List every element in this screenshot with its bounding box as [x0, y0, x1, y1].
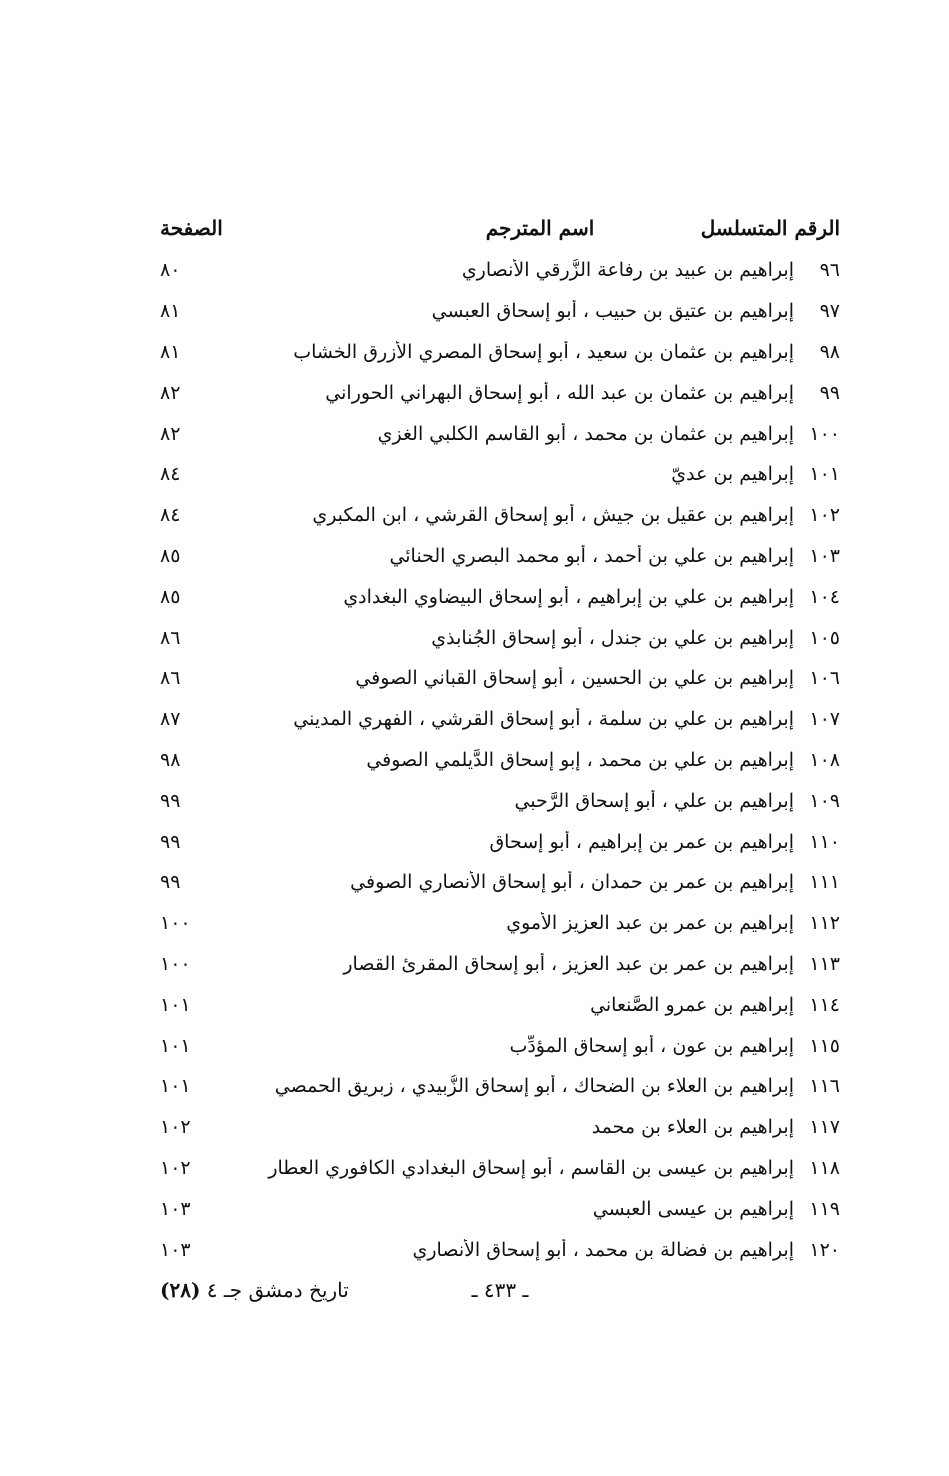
row-serial: ١٠٨	[809, 748, 840, 771]
row-name: إبراهيم بن عمر بن إبراهيم ، أبو إسحاق	[489, 830, 794, 853]
row-serial: ١١٦	[809, 1075, 840, 1098]
table-row	[160, 862, 840, 903]
table-row	[160, 536, 840, 577]
row-name: إبراهيم بن عيسى العبسي	[592, 1197, 794, 1220]
row-name: إبراهيم بن عقيل بن جيش ، أبو إسحاق القرشي ، ابن المكبري	[312, 504, 794, 527]
row-page: ٨٦	[160, 626, 181, 649]
row-serial: ٩٧	[819, 300, 840, 323]
row-serial: ٩٨	[819, 340, 840, 363]
table-row	[160, 1188, 840, 1229]
header-serial: الرقم المتسلسل	[700, 216, 840, 240]
row-page: ٨٠	[160, 259, 181, 282]
row-name: إبراهيم بن علي بن محمد ، إبو إسحاق الدَّيلمي الصوفي	[366, 748, 794, 771]
row-name: إبراهيم بن علي بن أحمد ، أبو محمد البصري الحنائي	[389, 544, 794, 567]
footer-book-part: (٢٨)	[160, 1278, 201, 1302]
row-serial: ١٠٥	[809, 626, 840, 649]
row-page: ١٠٠	[160, 952, 191, 975]
row-page: ٨٧	[160, 708, 181, 731]
row-serial: ١٠٠	[809, 422, 840, 445]
table-row	[160, 250, 840, 291]
row-page: ٨٤	[160, 504, 181, 527]
footer-book: تاريخ دمشق جـ ٤	[206, 1278, 349, 1302]
row-serial: ١٠٦	[809, 667, 840, 690]
row-name: إبراهيم بن علي ، أبو إسحاق الرَّحبي	[514, 789, 794, 812]
table-row	[160, 413, 840, 454]
row-page: ١٠٢	[160, 1156, 191, 1179]
row-serial: ١١٥	[809, 1034, 840, 1057]
footer-book-title	[160, 1278, 349, 1302]
row-page: ١٠١	[160, 993, 191, 1016]
row-page: ١٠٣	[160, 1197, 191, 1220]
table-row	[160, 454, 840, 495]
row-page: ٩٩	[160, 789, 181, 812]
row-name: إبراهيم بن عمر بن عبد العزيز ، أبو إسحاق المقرئ القصار	[343, 952, 794, 975]
row-serial: ١١٧	[809, 1116, 840, 1139]
index-table	[160, 250, 840, 1270]
row-serial: ١١٢	[809, 912, 840, 935]
table-row	[160, 1229, 840, 1270]
row-name: إبراهيم بن علي بن الحسين ، أبو إسحاق القباني الصوفي	[355, 667, 794, 690]
row-serial: ١١٣	[809, 952, 840, 975]
row-name: إبراهيم بن علي بن جندل ، أبو إسحاق الجُنابذي	[431, 626, 794, 649]
row-serial: ١٠٩	[809, 789, 840, 812]
row-name: إبراهيم بن عمر بن حمدان ، أبو إسحاق الأُنصاري الصوفي	[350, 871, 794, 894]
row-name: إبراهيم بن العلاء بن الضحاك ، أبو إسحاق الزُّبيدي ، زبريق الحمصي	[274, 1075, 794, 1098]
table-row	[160, 576, 840, 617]
table-row	[160, 984, 840, 1025]
row-serial: ١١٠	[809, 830, 840, 853]
table-row	[160, 821, 840, 862]
row-name: إبراهيم بن عمر بن عبد العزيز الأموي	[506, 912, 794, 935]
row-serial: ١١٤	[809, 993, 840, 1016]
row-page: ٨١	[160, 340, 181, 363]
row-serial: ١٠٧	[809, 708, 840, 731]
row-name: إبراهيم بن عتيق بن حبيب ، أبو إسحاق العبسي	[431, 300, 794, 323]
row-serial: ١٠٢	[809, 504, 840, 527]
table-row	[160, 291, 840, 332]
table-row	[160, 944, 840, 985]
row-name: إبراهيم بن عديّ	[671, 463, 794, 486]
row-page: ٨٥	[160, 585, 181, 608]
row-name: إبراهيم بن علي بن سلمة ، أبو إسحاق القرشي ، الفهري المديني	[293, 708, 794, 731]
row-serial: ١١١	[809, 871, 840, 894]
table-row	[160, 699, 840, 740]
row-name: إبراهيم بن عمرو الصَّنعاني	[590, 993, 794, 1016]
row-name: إبراهيم بن العلاء بن محمد	[591, 1116, 794, 1139]
table-row	[160, 1066, 840, 1107]
table-row	[160, 903, 840, 944]
header-name: اسم المترجم	[485, 216, 595, 240]
page-footer	[160, 1278, 840, 1318]
row-name: إبراهيم بن عون ، أبو إسحاق المؤدِّب	[509, 1034, 794, 1057]
row-name: إبراهيم بن عثمان بن عبد الله ، أبو إسحاق البهراني الحوراني	[325, 381, 794, 404]
table-row	[160, 495, 840, 536]
table-row	[160, 740, 840, 781]
row-page: ١٠١	[160, 1075, 191, 1098]
row-page: ١٠٠	[160, 912, 191, 935]
table-row	[160, 1107, 840, 1148]
row-serial: ١٠٣	[809, 544, 840, 567]
row-name: إبراهيم بن فضالة بن محمد ، أبو إسحاق الأنصاري	[412, 1238, 794, 1261]
table-row	[160, 332, 840, 373]
table-row	[160, 780, 840, 821]
row-serial: ١١٩	[809, 1197, 840, 1220]
table-header	[160, 208, 840, 248]
row-page: ٨٢	[160, 381, 181, 404]
row-serial: ١١٨	[809, 1156, 840, 1179]
row-serial: ١٠١	[809, 463, 840, 486]
row-name: إبراهيم بن علي بن إبراهيم ، أبو إسحاق البيضاوي البغدادي	[343, 585, 794, 608]
table-row	[160, 658, 840, 699]
row-page: ١٠١	[160, 1034, 191, 1057]
row-name: إبراهيم بن عثمان بن سعيد ، أبو إسحاق المصري الأزرق الخشاب	[293, 340, 794, 363]
row-serial: ٩٩	[819, 381, 840, 404]
table-row	[160, 372, 840, 413]
row-name: إبراهيم بن عبيد بن رفاعة الزُّرقي الأنصاري	[461, 259, 794, 282]
row-serial: ١٢٠	[809, 1238, 840, 1261]
row-name: إبراهيم بن عيسى بن القاسم ، أبو إسحاق البغدادي الكافوري العطار	[268, 1156, 794, 1179]
table-row	[160, 617, 840, 658]
row-page: ٩٩	[160, 830, 181, 853]
row-page: ٨٥	[160, 544, 181, 567]
row-serial: ٩٦	[819, 259, 840, 282]
header-page: الصفحة	[160, 216, 223, 240]
row-page: ٨٤	[160, 463, 181, 486]
footer-page-number: ـ ٤٣٣ ـ	[471, 1278, 529, 1302]
row-page: ٨٢	[160, 422, 181, 445]
row-page: ٨٦	[160, 667, 181, 690]
row-page: ٨١	[160, 300, 181, 323]
table-row	[160, 1025, 840, 1066]
row-page: ١٠٢	[160, 1116, 191, 1139]
table-row	[160, 1148, 840, 1189]
row-page: ٩٨	[160, 748, 181, 771]
row-page: ١٠٣	[160, 1238, 191, 1261]
row-serial: ١٠٤	[809, 585, 840, 608]
row-page: ٩٩	[160, 871, 181, 894]
row-name: إبراهيم بن عثمان بن محمد ، أبو القاسم الكلبي الغزي	[377, 422, 794, 445]
